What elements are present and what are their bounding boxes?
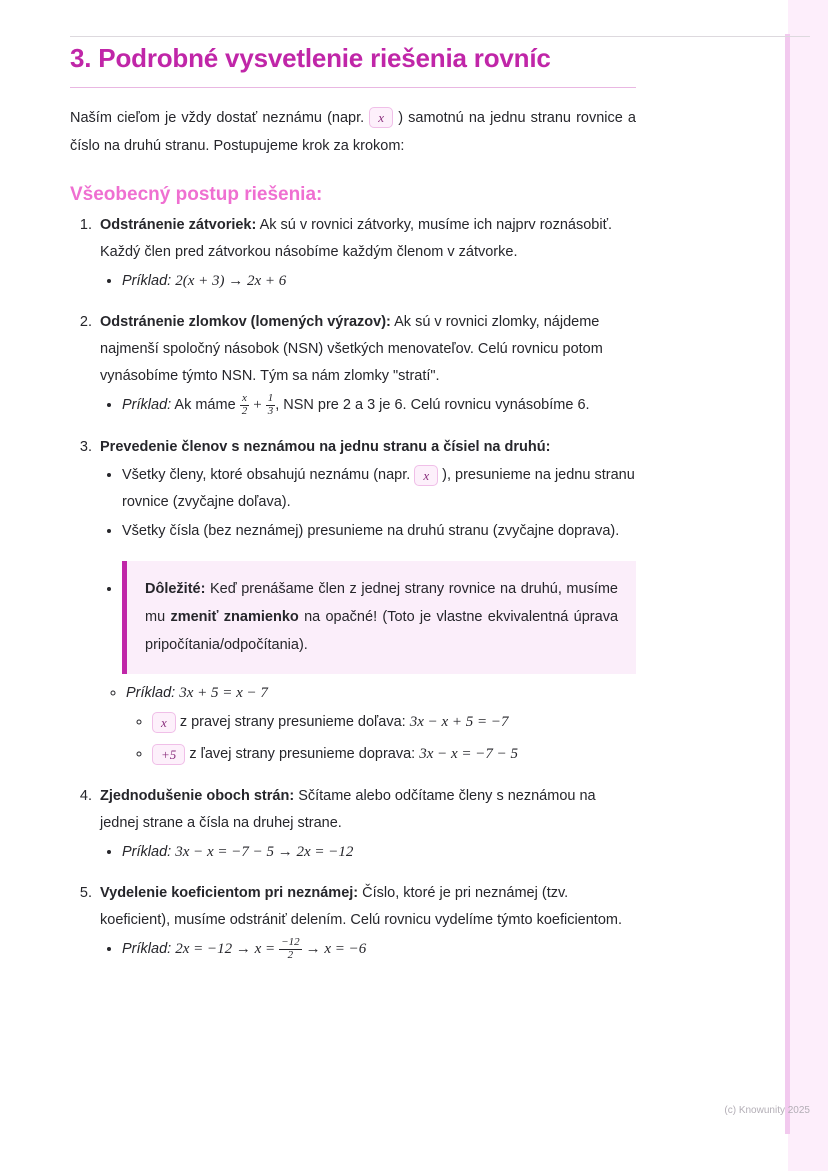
step-3-example-list (100, 680, 636, 769)
example-math-part-a: 2x = −12 → x = (175, 940, 276, 957)
fraction-1-over-3 (266, 393, 276, 417)
step-title-5: Vydelenie koeficientom pri neznámej: (100, 885, 359, 902)
example-label: Príklad: (122, 843, 172, 860)
callout-bold-phrase: zmeniť znamienko (170, 609, 299, 626)
sub-example-text: z pravej strany presunieme doľava: (179, 714, 406, 731)
example-label: Príklad: (126, 684, 176, 701)
step-3-example-sublist (126, 709, 636, 769)
step-item-1 (96, 212, 636, 295)
step-5-examples (100, 936, 636, 964)
example-text-pre: Ak máme (174, 396, 236, 413)
bullet-text: Všetky čísla (bez neznámej) presunieme na druhú stranu (zvyčajne doprava). (122, 523, 620, 540)
step-item-3 (96, 434, 636, 769)
right-accent-bar (785, 34, 790, 1134)
sub-example-math: 3x − x = −7 − 5 (419, 746, 519, 763)
step-title-1: Odstránenie zátvoriek: (100, 217, 257, 234)
step-title-3: Prevedenie členov s neznámou na jednu stranu a čísiel na druhú: (100, 438, 551, 455)
list-item (122, 518, 636, 545)
intro-paragraph (70, 104, 636, 161)
step-item-5 (96, 880, 636, 963)
callout-bullet-wrapper (100, 561, 636, 674)
callout-text-2: na opačné! (Toto je vlastne ekvivalentná úprava pripočítania/odpočítania). (145, 609, 619, 654)
step-title-2: Odstránenie zlomkov (lomených výrazov): (100, 314, 391, 331)
callout-text-1: Keď prenášame člen z jednej strany rovnice na druhú, musíme mu (145, 580, 618, 626)
example-label: Príklad: (122, 272, 172, 289)
bullet-text-pre: Všetky členy, ktoré obsahujú neznámu (napr. (122, 467, 411, 484)
example-label: Príklad: (122, 940, 172, 957)
variable-chip-x: x (369, 107, 393, 129)
variable-chip-x: x (152, 712, 176, 734)
list-item (126, 680, 636, 769)
document-content (70, 0, 810, 1116)
intro-text-after: ) samotnú na jednu stranu rovnice a číslo na druhú stranu. Postupujeme krok za krokom: (70, 109, 636, 154)
example-text-post: , NSN pre 2 a 3 je 6. Celú rovnicu vynásobíme 6. (275, 396, 590, 413)
steps-list (70, 212, 636, 964)
list-item (122, 561, 636, 674)
step-text-2: Ak sú v rovnici zlomky, nájdeme najmenší spoločný násobok (NSN) všetkých menovateľov. Celú rovnicu potom vynásobíme týmto NSN. Tým sa nám zlomky "stratí". (100, 314, 603, 385)
step-item-4 (96, 783, 636, 866)
plus-operator: + (253, 396, 262, 413)
step-text-1: Ak sú v rovnici zátvorky, musíme ich najprv roznásobiť. Každý člen pred zátvorkou násobíme každým členom v zátvorke. (100, 217, 613, 260)
important-callout (122, 561, 636, 674)
title-divider (70, 87, 636, 88)
fraction-denominator: 2 (287, 948, 294, 961)
fraction-minus12-over-2 (279, 937, 301, 961)
example-label: Príklad: (122, 396, 172, 413)
example-math: 3x + 5 = x − 7 (179, 684, 268, 701)
list-item (152, 709, 636, 737)
variable-chip-x: x (414, 465, 438, 487)
step-title-4: Zjednodušenie oboch strán: (100, 787, 295, 804)
list-item (122, 839, 636, 867)
step-3-bullets (100, 462, 636, 544)
list-item (122, 268, 636, 296)
example-math: 3x − x = −7 − 5 → 2x = −12 (175, 843, 354, 860)
step-1-examples (100, 268, 636, 296)
list-item (122, 462, 636, 516)
bullet-text-post: ), presunieme na jednu stranu rovnice (zvyčajne doľava). (122, 467, 635, 511)
sub-example-text: z ľavej strany presunieme doprava: (189, 746, 416, 763)
right-decorative-panel (788, 0, 828, 1171)
list-item (152, 741, 636, 769)
intro-text-before: Naším cieľom je vždy dostať neznámu (napr. (70, 109, 365, 126)
step-item-2 (96, 309, 636, 419)
footer-copyright: (c) Knowunity 2025 (724, 1105, 810, 1116)
fraction-denominator: 2 (241, 404, 248, 417)
section-subheading: Všeobecný postup riešenia: (70, 184, 323, 206)
step-text-5: Číslo, ktoré je pri neznámej (tzv. koeficient), musíme odstrániť delením. Celú rovnicu vydelíme týmto koeficientom. (100, 885, 623, 929)
fraction-numerator: −12 (281, 936, 300, 949)
step-2-examples (100, 392, 636, 420)
page-title: 3. Podrobné vysvetlenie riešenia rovníc (70, 43, 551, 73)
sub-example-math: 3x − x + 5 = −7 (409, 714, 509, 731)
fraction-numerator: x (240, 393, 250, 406)
callout-label: Dôležité: (145, 580, 206, 597)
fraction-numerator: 1 (267, 392, 274, 405)
step-4-examples (100, 839, 636, 867)
value-chip-plus-5: +5 (152, 744, 185, 766)
list-item (122, 936, 636, 964)
fraction-denominator: 3 (267, 404, 274, 417)
list-item (122, 392, 636, 420)
step-text-4: Sčítame alebo odčítame členy s neznámou na jednej strane a čísla na druhej strane. (100, 787, 596, 831)
example-math: 2(x + 3) → 2x + 6 (175, 272, 287, 289)
fraction-x-over-2 (240, 393, 250, 417)
example-math-part-b: → x = −6 (305, 940, 367, 957)
